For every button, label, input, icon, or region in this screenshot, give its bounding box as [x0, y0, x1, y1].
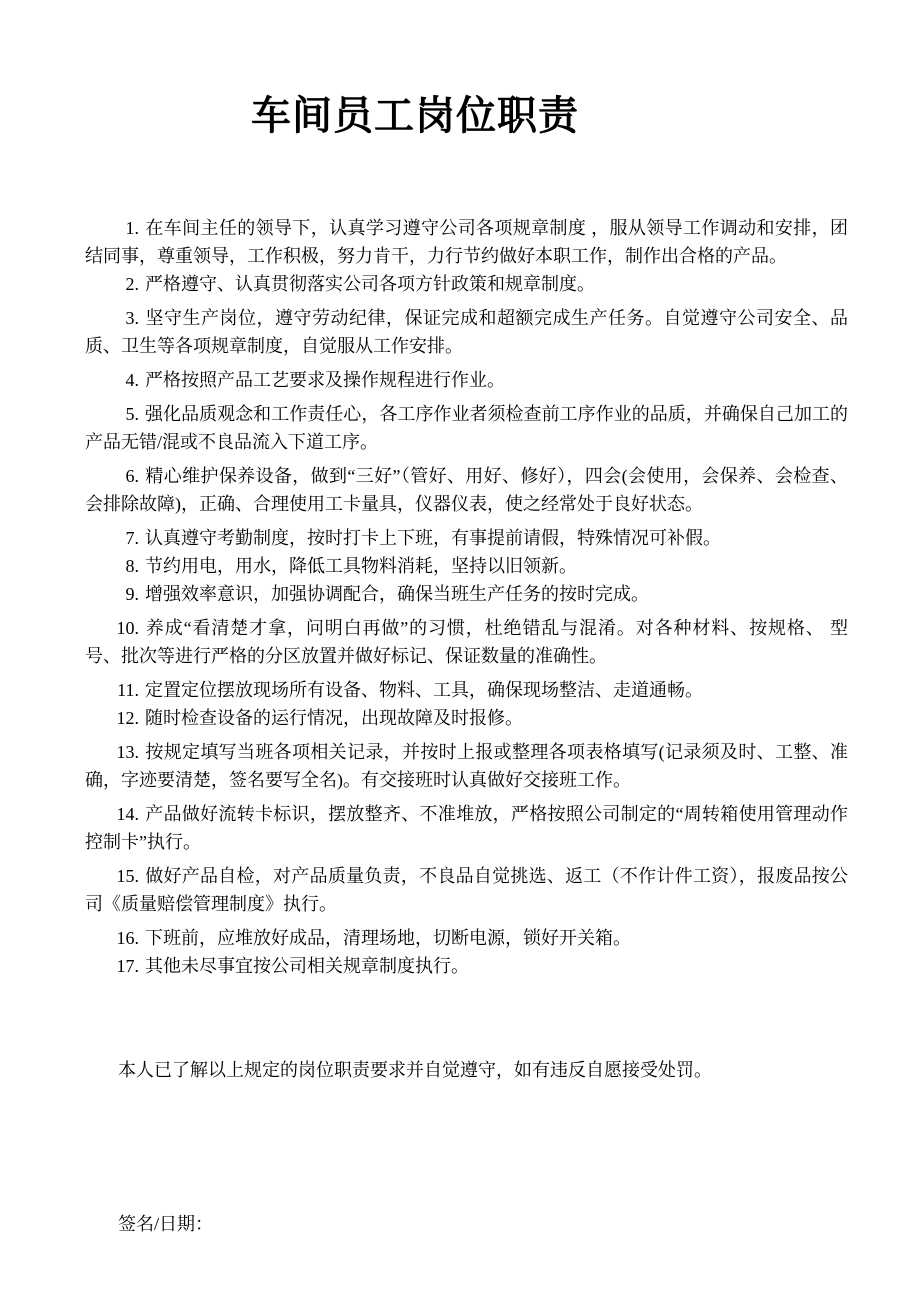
item-number: 7. — [125, 528, 139, 548]
item-text: 下班前，应堆放好成品，清理场地，切断电源，锁好开关箱。 — [145, 928, 631, 948]
item-number: 9. — [125, 584, 139, 604]
list-item-17 — [85, 952, 848, 980]
list-item-12 — [85, 704, 848, 732]
item-text: 做好产品自检，对产品质量负责，不良品自觉挑选、返工（不作计件工资），报废品按公司《质量赔偿管理制度》执行。 — [85, 866, 848, 914]
item-number: 17. — [116, 956, 139, 976]
list-item-16 — [85, 924, 848, 952]
item-number: 12. — [116, 708, 139, 728]
item-number: 14. — [116, 804, 139, 824]
item-text: 在车间主任的领导下，认真学习遵守公司各项规章制度 ，服从领导工作调动和安排，团结同事，尊重领导，工作积极，努力肯干，力行节约做好本职工作，制作出合格的产品。 — [85, 218, 848, 266]
item-number: 15. — [116, 866, 139, 886]
item-text: 产品做好流转卡标识，摆放整齐、不准堆放，严格按照公司制定的“周转箱使用管理动作控制卡”执行。 — [85, 804, 848, 852]
item-text: 坚守生产岗位，遵守劳动纪律，保证完成和超额完成生产任务。自觉遵守公司安全、品 质、卫生等各项规章制度，自觉服从工作安排。 — [85, 308, 848, 356]
item-text: 严格按照产品工艺要求及操作规程进行作业。 — [145, 370, 505, 390]
item-text: 随时检查设备的运行情况，出现故障及时报修。 — [145, 708, 523, 728]
item-text: 严格遵守、认真贯彻落实公司各项方针政策和规章制度。 — [145, 274, 595, 294]
list-item-5 — [85, 400, 848, 456]
list-item-9 — [85, 580, 848, 608]
item-text: 强化品质观念和工作责任心，各工序作业者须检查前工序作业的品质，并确保自己加工的产品无错/混或不良品流入下道工序。 — [85, 404, 848, 452]
list-item-3 — [85, 304, 848, 360]
item-text: 按规定填写当班各项相关记录，并按时上报或整理各项表格填写(记录须及时、工整、准确，字迹要清楚，签名要写全名)。有交接班时认真做好交接班工作。 — [85, 742, 848, 790]
page-title: 车间员工岗位职责 — [251, 93, 579, 138]
item-text: 其他未尽事宜按公司相关规章制度执行。 — [145, 956, 469, 976]
list-item-1 — [85, 214, 848, 270]
item-number: 4. — [125, 370, 139, 390]
item-text: 节约用电，用水，降低工具物料消耗，坚持以旧领新。 — [145, 556, 577, 576]
list-item-7 — [85, 524, 848, 552]
item-text: 养成“看清楚才拿，问明白再做”的习惯，杜绝错乱与混淆。对各种材料、按规格、 型号、批次等进行严格的分区放置并做好标记、保证数量的准确性。 — [85, 618, 848, 666]
list-item-10 — [85, 614, 848, 670]
item-number: 11. — [117, 680, 139, 700]
item-number: 2. — [125, 274, 139, 294]
list-item-4 — [85, 366, 848, 394]
signature-date-label: 签名/日期： — [118, 1214, 214, 1234]
list-item-14 — [85, 800, 848, 856]
item-number: 1. — [125, 218, 139, 238]
item-number: 5. — [125, 404, 139, 424]
list-item-11 — [85, 676, 848, 704]
item-text: 定置定位摆放现场所有设备、物料、工具，确保现场整洁、走道通畅。 — [145, 680, 703, 700]
item-number: 13. — [116, 742, 139, 762]
item-number: 16. — [116, 928, 139, 948]
responsibility-list — [85, 214, 848, 980]
item-text: 精心维护保养设备，做到“三好”（管好、用好、修好），四会(会使用，会保养、会检查、会排除故障)，正确、合理使用工卡量具，仪器仪表，使之经常处于良好状态。 — [85, 466, 848, 514]
item-number: 10. — [116, 618, 139, 638]
list-item-15 — [85, 862, 848, 918]
closing-statement: 本人已了解以上规定的岗位职责要求并自觉遵守，如有违反自愿接受处罚。 — [118, 1060, 712, 1080]
list-item-13 — [85, 738, 848, 794]
item-text: 增强效率意识，加强协调配合，确保当班生产任务的按时完成。 — [145, 584, 649, 604]
list-item-6 — [85, 462, 848, 518]
list-item-2 — [85, 270, 848, 298]
item-number: 3. — [125, 308, 139, 328]
list-item-8 — [85, 552, 848, 580]
item-text: 认真遵守考勤制度，按时打卡上下班，有事提前请假，特殊情况可补假。 — [145, 528, 721, 548]
item-number: 6. — [125, 466, 139, 486]
item-number: 8. — [125, 556, 139, 576]
